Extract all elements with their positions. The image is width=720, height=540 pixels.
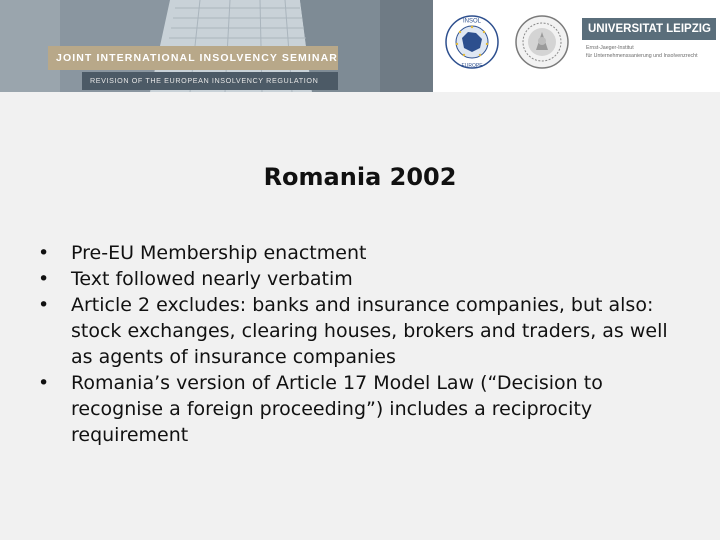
seminar-title-bar: JOINT INTERNATIONAL INSOLVENCY SEMINAR	[48, 46, 338, 70]
bullet-text: Romania’s version of Article 17 Model Law (“Decision to recognise a foreign proceeding”) includes a reciprocity requirement	[71, 372, 603, 446]
list-item	[38, 292, 678, 370]
bullet-list	[38, 240, 678, 448]
insol-europe-logo	[444, 14, 500, 70]
university-name: UNIVERSITAT LEIPZIG	[582, 18, 716, 40]
seminar-subtitle-bar: REVISION OF THE EUROPEAN INSOLVENCY REGULATION	[82, 72, 338, 90]
institute-name	[586, 44, 718, 60]
list-item	[38, 266, 678, 292]
insol-logo-bottom-text: EUROPE	[461, 63, 483, 69]
institute-line: für Unternehmenssanierung und Insolvenzrecht	[586, 53, 698, 59]
university-seal-logo	[514, 14, 570, 70]
bullet-text: Article 2 excludes: banks and insurance companies, but also: stock exchanges, clearing houses, brokers and traders, as well as agents of insurance companies	[71, 294, 668, 368]
list-item	[38, 370, 678, 448]
building-photo	[0, 0, 433, 92]
bullet-icon: •	[38, 294, 50, 316]
bullet-icon: •	[38, 372, 50, 394]
bullet-icon: •	[38, 242, 50, 264]
bullet-text: Text followed nearly verbatim	[71, 268, 353, 290]
insol-logo-top-text: INSOL	[462, 18, 482, 25]
header-banner	[0, 0, 720, 92]
bullet-text: Pre-EU Membership enactment	[71, 242, 367, 264]
slide-title: Romania 2002	[263, 163, 457, 191]
institute-line: Ernst-Jaeger-Institut	[586, 45, 634, 51]
bullet-icon: •	[38, 268, 50, 290]
list-item	[38, 240, 678, 266]
